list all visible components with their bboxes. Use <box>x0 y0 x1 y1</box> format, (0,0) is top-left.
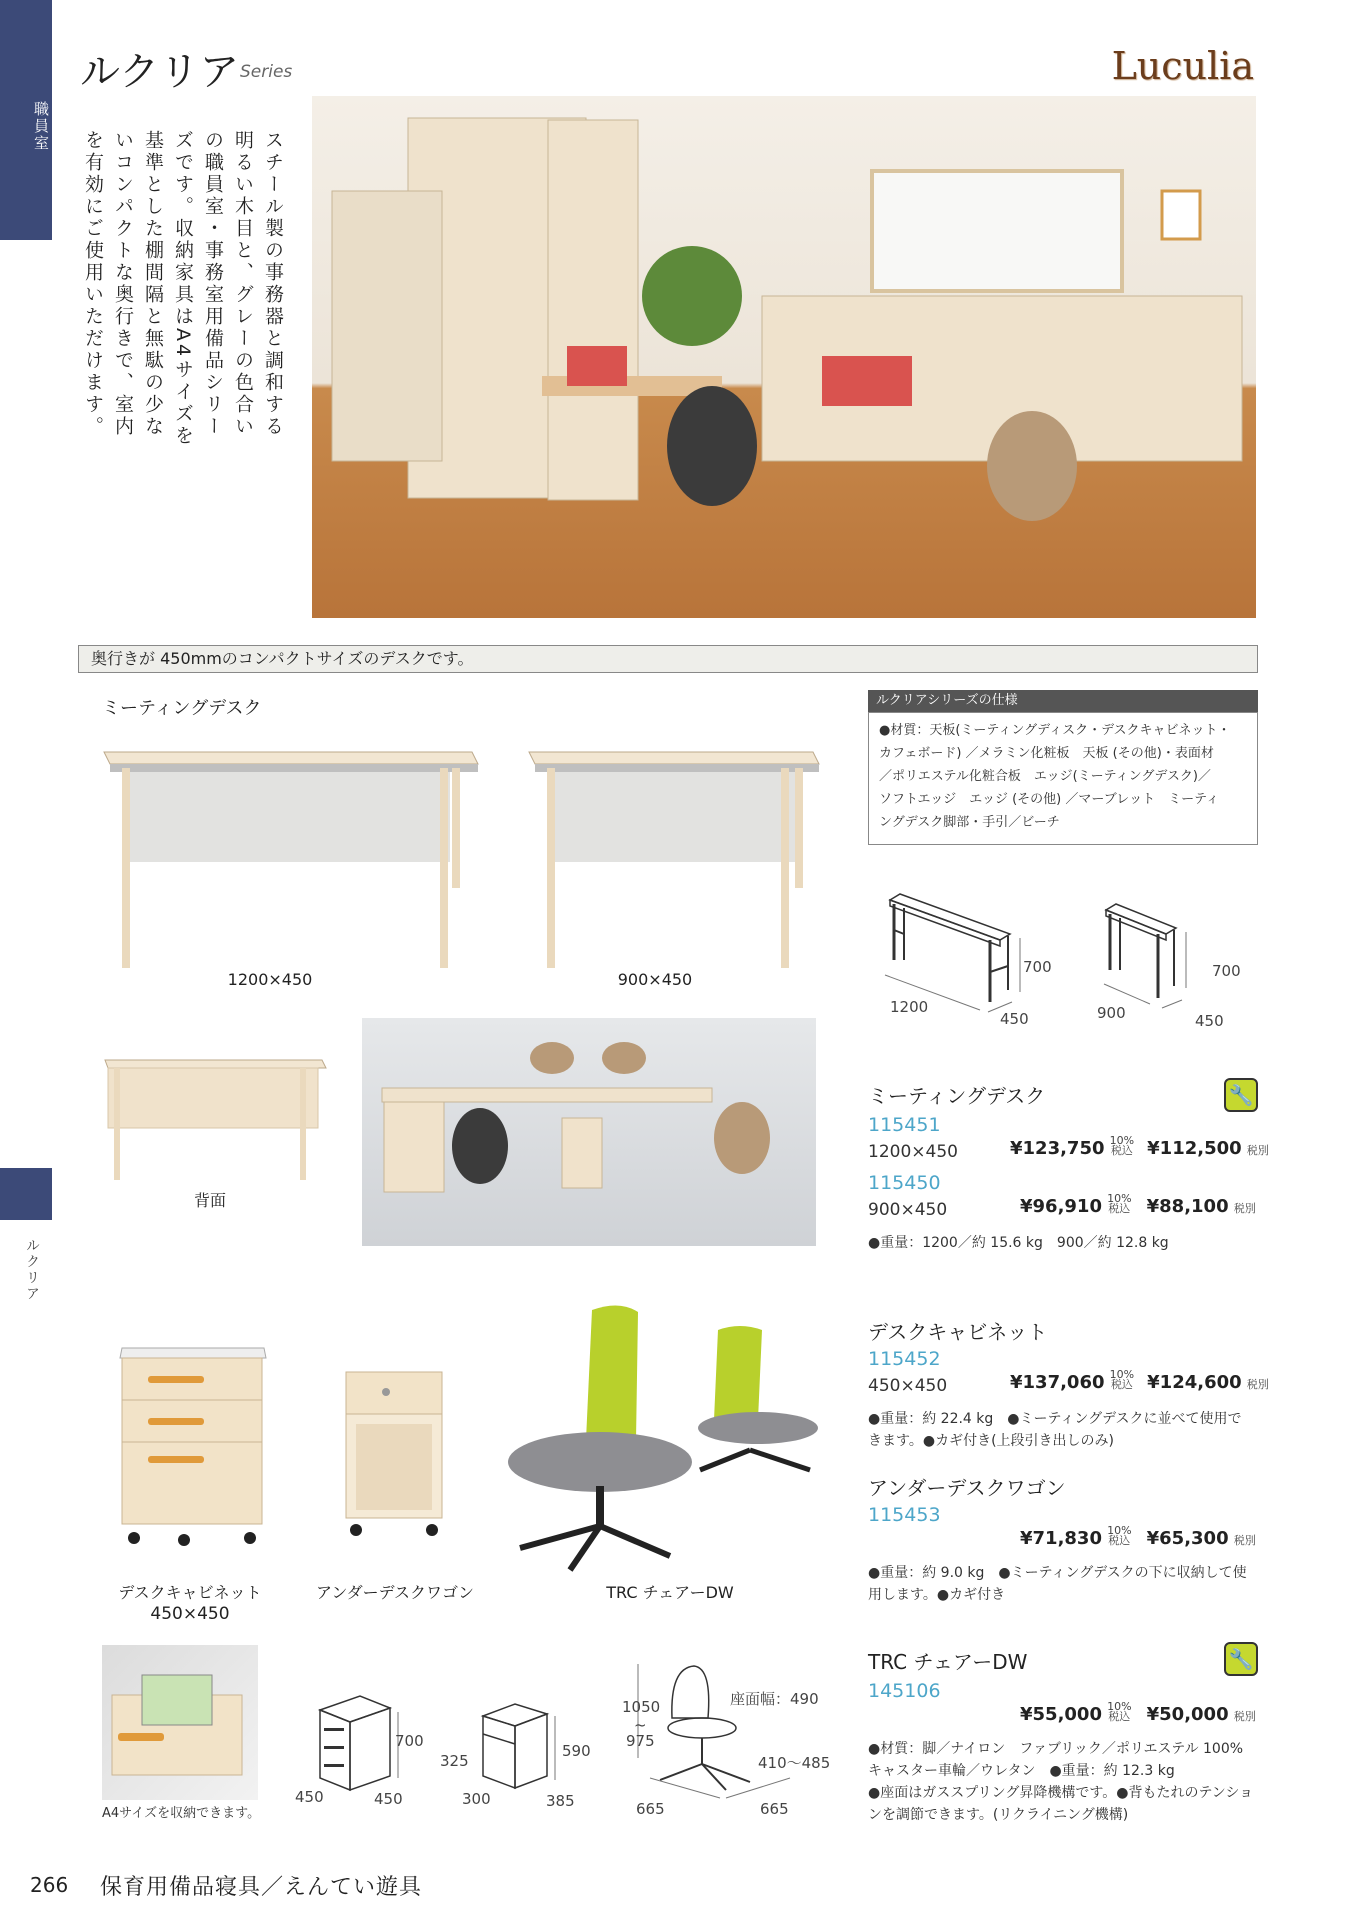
chair-width: 665 <box>636 1800 665 1818</box>
under-wagon-name: アンダーデスクワゴン <box>868 1476 1066 1500</box>
tax-excl-label: 税別 <box>1246 1144 1269 1157</box>
cabinet-height: 700 <box>395 1732 424 1750</box>
tax-label: 10% 税込 <box>1107 1524 1132 1547</box>
under-wagon-price-row <box>1020 1526 1260 1549</box>
under-wagon-image <box>342 1362 447 1542</box>
desk-cabinet-image <box>118 1342 268 1552</box>
meeting-desk-900-price-row <box>1020 1194 1260 1217</box>
desk-900-depth: 450 <box>1195 1012 1224 1030</box>
price-incl: ¥96,910 <box>1020 1196 1102 1217</box>
desk-cabinet-price-row <box>1010 1368 1269 1393</box>
wrench-icon: 🔧 <box>1224 1078 1258 1112</box>
cabinet-width: 450 <box>295 1788 324 1806</box>
intro-text: スチール製の事務器と調和する明るい木目と、グレーの色合いの職員室・事務室用備品シリーズです。収納家具はA4サイズを基準とした棚間隔と無駄の少ないコンパクトな奥行きで、室内を有効にご使用いただけます。 <box>82 130 284 448</box>
desk-back-caption: 背面 <box>193 1191 226 1210</box>
desk-900-image <box>525 740 825 990</box>
spec-line: ●材質：天板(ミーティングディスク・デスクキャビネット・ <box>879 723 1231 738</box>
meeting-desk-1200-price-row <box>1010 1134 1269 1159</box>
desk-900-width: 900 <box>1097 1004 1126 1022</box>
spec-line: ソフトエッジ エッジ (その他) ／マーブレット ミーティ <box>879 792 1220 807</box>
meeting-desk-900-size: 900×450 <box>868 1200 948 1220</box>
series-subtitle: Series <box>240 62 293 82</box>
desk-1200-depth: 450 <box>1000 1010 1029 1028</box>
spec-line: ／ポリエステル化粧合板 エッジ(ミーティングデスク)／ <box>879 769 1211 784</box>
price-excl: ¥124,600 <box>1147 1372 1242 1393</box>
tax-label: 10% 税込 <box>1107 1192 1132 1215</box>
price-excl: ¥65,300 <box>1146 1528 1229 1549</box>
meeting-desk-1200-size: 1200×450 <box>868 1142 958 1162</box>
meeting-desk-900-code: 115450 <box>868 1172 941 1194</box>
desk-1200-caption: 1200×450 <box>227 970 313 989</box>
cabinet-depth: 450 <box>374 1790 403 1808</box>
desk-cabinet-caption-size: 450×450 <box>150 1604 230 1624</box>
price-incl: ¥55,000 <box>1020 1704 1102 1725</box>
page-number: 266 <box>30 1873 69 1897</box>
wrench-icon: 🔧 <box>1224 1642 1258 1676</box>
desk-cabinet-caption: デスクキャビネット <box>118 1583 262 1602</box>
trc-chair-price-row <box>1020 1702 1260 1725</box>
desk-back-image <box>100 1050 330 1200</box>
desk-900-caption: 900×450 <box>617 970 693 989</box>
tax-label: 10% 税込 <box>1107 1700 1132 1723</box>
trc-chair-note: ●材質：脚／ナイロン ファブリック／ポリエステル 100% キャスター車輪／ウレタン ●重量：約 12.3 kg ●座面はガススプリング昇降機構です。●背もたれのテンショ ンを調節できます。(リクライニング機構) <box>868 1741 1254 1823</box>
wagon-depth: 385 <box>546 1792 575 1810</box>
price-excl: ¥88,100 <box>1146 1196 1229 1217</box>
desk-group-photo <box>362 1018 816 1246</box>
wagon-width: 300 <box>462 1790 491 1808</box>
tax-label: 10% 税込 <box>1109 1368 1135 1391</box>
desk-1200-width: 1200 <box>890 998 929 1016</box>
chair-seat-height: 410〜485 <box>758 1754 831 1772</box>
price-incl: ¥123,750 <box>1010 1138 1105 1159</box>
tax-label: 10% 税込 <box>1109 1134 1135 1157</box>
price-incl: ¥71,830 <box>1020 1528 1102 1549</box>
desk-cabinet-size: 450×450 <box>868 1376 948 1396</box>
wagon-inner-height: 325 <box>440 1752 469 1770</box>
chair-height: 1050 <box>622 1698 661 1716</box>
spec-line: カフェボード) ／メラミン化粧板 天板 (その他)・表面材 <box>879 746 1214 761</box>
price-excl: ¥50,000 <box>1146 1704 1229 1725</box>
room-photo-illustration <box>312 96 1256 618</box>
trc-chair-image <box>500 1300 840 1580</box>
price-excl: ¥112,500 <box>1147 1138 1242 1159</box>
chair-height-min: 975 <box>626 1732 655 1750</box>
tax-excl-label: 税別 <box>1246 1378 1269 1391</box>
tax-excl-label: 税別 <box>1233 1534 1256 1547</box>
tax-excl-label: 税別 <box>1233 1202 1256 1215</box>
a4-storage-photo <box>102 1645 258 1800</box>
series-side-label: ルクリア <box>24 1238 40 1302</box>
trc-chair-code: 145106 <box>868 1680 941 1702</box>
under-wagon-code: 115453 <box>868 1504 941 1526</box>
room-photo <box>312 96 1256 618</box>
wagon-height: 590 <box>562 1742 591 1760</box>
brand-logo: Luculia <box>1111 44 1254 88</box>
series-tab-marker <box>0 1168 52 1220</box>
chair-dimension-drawing <box>630 1658 810 1798</box>
spec-line: ングデスク脚部・手引／ビーチ <box>879 815 1060 830</box>
price-incl: ¥137,060 <box>1010 1372 1105 1393</box>
desk-900-height: 700 <box>1212 962 1241 980</box>
desk-cabinet-code: 115452 <box>868 1348 941 1370</box>
footer-title: 保育用備品寝具／えんてい遊具 <box>100 1875 423 1900</box>
chair-height-tilde: ~ <box>634 1716 647 1734</box>
meeting-desk-name: ミーティングデスク <box>868 1084 1046 1108</box>
meeting-desk-1200-code: 115451 <box>868 1114 941 1136</box>
desk-cabinet-name: デスクキャビネット <box>868 1320 1048 1344</box>
category-tab[interactable]: 職員室 <box>0 0 52 240</box>
trc-chair-caption: TRC チェアーDW <box>606 1583 734 1602</box>
spec-heading: ルクリアシリーズの仕様 <box>868 690 1258 712</box>
desk-1200-image <box>100 740 480 990</box>
desk-cabinet-note: ●重量：約 22.4 kg ●ミーティングデスクに並べて使用で きます。●カギ付き(上段引き出しのみ) <box>868 1411 1242 1449</box>
trc-chair-name: TRC チェアーDW <box>868 1650 1028 1674</box>
meeting-desk-note: ●重量：1200／約 15.6 kg 900／約 12.8 kg <box>868 1235 1169 1251</box>
meeting-desk-section-label: ミーティングデスク <box>102 698 262 719</box>
a4-caption: A4サイズを収納できます。 <box>102 1806 261 1821</box>
info-banner: 奥行きが 450mmのコンパクトサイズのデスクです。 <box>78 645 1258 673</box>
under-wagon-caption: アンダーデスクワゴン <box>315 1583 475 1602</box>
spec-box <box>868 712 1258 845</box>
tax-excl-label: 税別 <box>1233 1710 1256 1723</box>
desk-1200-height: 700 <box>1023 958 1052 976</box>
chair-depth: 665 <box>760 1800 789 1818</box>
under-wagon-note: ●重量：約 9.0 kg ●ミーティングデスクの下に収納して使 用します。●カギ付き <box>868 1565 1247 1603</box>
page-title: ルクリア <box>80 49 240 95</box>
chair-seat-width: 座面幅：490 <box>730 1690 819 1708</box>
